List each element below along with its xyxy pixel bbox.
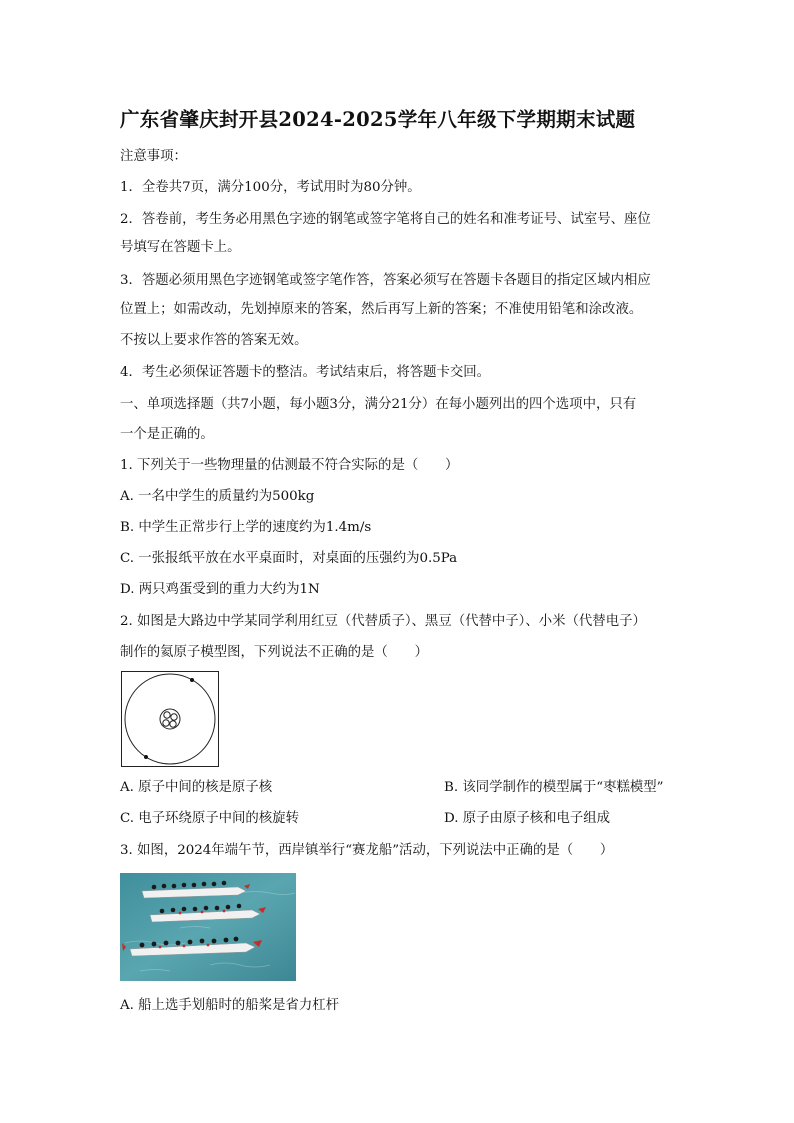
atom-model-drawing xyxy=(122,672,218,766)
note-2-line-2: 号填写在答题卡上。 xyxy=(120,240,241,255)
electron-orbit xyxy=(125,674,215,764)
note-4: 4．考生必须保证答题卡的整洁。考试结束后，将答题卡交回。 xyxy=(120,365,491,380)
q2-stem-line-1: 2. 如图是大路边中学某同学利用红豆（代替质子）、黑豆（代替中子）、小米（代替电子） xyxy=(120,614,646,629)
q1-option-a: A. 一名中学生的质量约为500kg xyxy=(120,489,315,504)
q3-option-a: A. 船上选手划船时的船桨是省力杠杆 xyxy=(120,998,340,1013)
q1-option-d: D. 两只鸡蛋受到的重力大约为1N xyxy=(120,582,320,597)
section-heading-line-1: 一、单项选择题（共7小题，每小题3分，满分21分）在每小题列出的四个选项中，只有 xyxy=(120,397,637,412)
q2-option-d: D. 原子由原子核和电子组成 xyxy=(444,811,611,826)
nucleus-particle xyxy=(170,721,176,727)
note-1: 1．全卷共7页，满分100分，考试用时为80分钟。 xyxy=(120,180,421,195)
page-title: 广东省肇庆封开县2024-2025学年八年级下学期期末试题 xyxy=(120,108,636,131)
dragon-boat-drawing xyxy=(120,873,296,981)
helium-atom-model-figure xyxy=(121,671,219,767)
q2-option-c: C. 电子环绕原子中间的核旋转 xyxy=(120,811,299,826)
q1-option-b: B. 中学生正常步行上学的速度约为1.4m/s xyxy=(120,520,372,535)
nucleus-particle xyxy=(164,712,170,718)
notes-heading: 注意事项： xyxy=(120,149,187,164)
q3-stem: 3. 如图，2024年端午节，西岸镇举行“赛龙船”活动，下列说法中正确的是（ ） xyxy=(120,843,614,858)
q2-stem-line-2: 制作的氦原子模型图，下列说法不正确的是（ ） xyxy=(120,645,428,660)
note-2-line-1: 2．答卷前，考生务必用黑色字迹的钢笔或签字笔将自己的姓名和准考证号、试室号、座位 xyxy=(120,212,651,227)
section-heading-line-2: 一个是正确的。 xyxy=(120,427,214,442)
q2-option-a: A. 原子中间的核是原子核 xyxy=(120,780,273,795)
q1-stem: 1. 下列关于一些物理量的估测最不符合实际的是（ ） xyxy=(120,458,459,473)
note-3-line-1: 3．答题必须用黑色字迹钢笔或签字笔作答，答案必须写在答题卡各题目的指定区域内相应 xyxy=(120,273,651,288)
nucleus-particle xyxy=(163,720,169,726)
note-3-line-2: 位置上；如需改动，先划掉原来的答案，然后再写上新的答案；不准使用铅笔和涂改液。 xyxy=(120,302,643,317)
electron-dot xyxy=(144,755,148,759)
note-3-line-3: 不按以上要求作答的答案无效。 xyxy=(120,333,308,348)
q1-option-c: C. 一张报纸平放在水平桌面时，对桌面的压强约为0.5Pa xyxy=(120,551,458,566)
dragon-boat-race-photo xyxy=(120,873,296,981)
nucleus-particle xyxy=(171,714,177,720)
q2-option-b: B. 该同学制作的模型属于“枣糕模型” xyxy=(444,780,664,795)
electron-dot xyxy=(190,678,194,682)
